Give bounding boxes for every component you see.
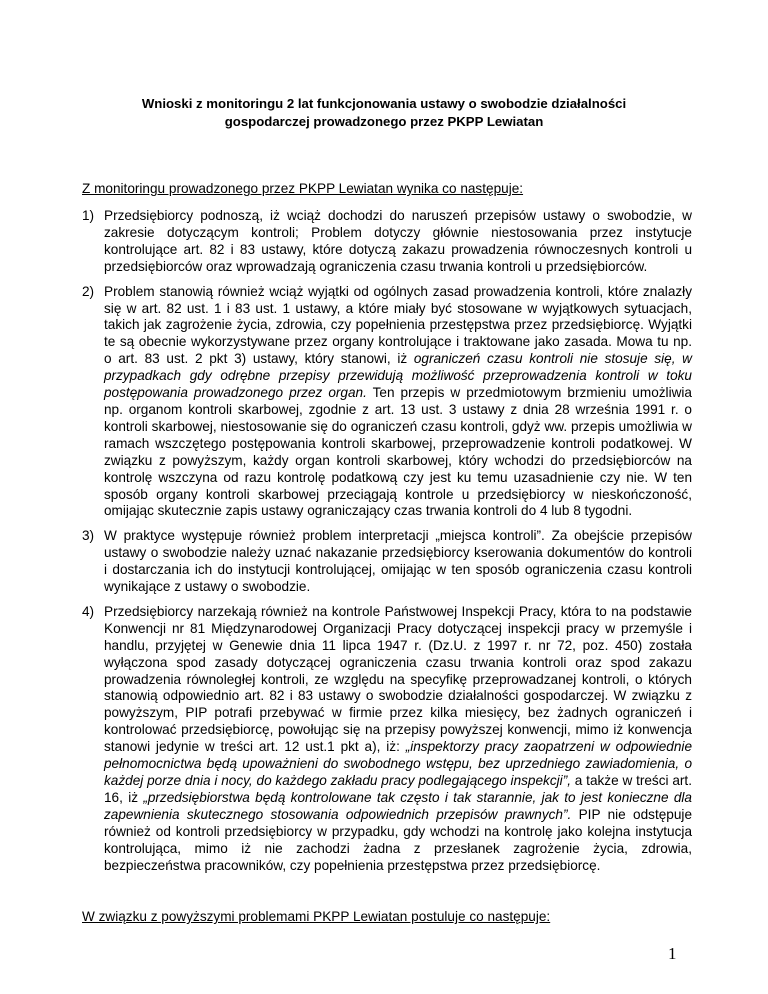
item-text-italic: „inspektorzy pracy zaopatrzeni w odpowiednie pełnomocnictwa będą upoważnieni do swobodnego wstępu, bez uprzedniego zawiadomienia, o każdej porze dnia i nocy, do każdego zakładu pracy podlegającego inspekcji”, [104, 739, 692, 788]
list-item-4 [82, 604, 692, 875]
item-number: 4) [82, 603, 95, 619]
item-number: 3) [82, 528, 95, 544]
list-item-1 [82, 208, 692, 276]
intro-heading: Z monitoringu prowadzonego przez PKPP Lewiatan wynika co następuje: [82, 181, 524, 196]
title-line-2: gospodarczej prowadzonego przez PKPP Lewiatan [224, 114, 544, 129]
list-item-3 [82, 528, 692, 596]
list-item-2 [82, 284, 692, 521]
page-number: 1 [668, 944, 677, 963]
postulates-heading: W związku z powyższymi problemami PKPP Lewiatan postuluje co następuje: [82, 909, 551, 924]
item-number: 2) [82, 283, 95, 299]
item-text: Przedsiębiorcy podnoszą, iż wciąż dochodzi do naruszeń przepisów ustawy o swobodzie, w zakresie dotyczącym kontroli; Problem dotyczy głównie niestosowania przez instytucje kontrolujące art. 82 i 83 ustawy, które dotyczą zakazu prowadzenia równoczesnych kontroli u przedsiębiorców oraz wprowadzają ograniczenia czasu trwania kontroli u przedsiębiorców. [104, 208, 692, 274]
item-text: a także w treści art. 16, iż [104, 773, 692, 805]
item-text: Problem stanowią również wciąż wyjątki od ogólnych zasad prowadzenia kontroli, które znalazły się w art. 82 ust. 1 i 83 ust. 1 ustawy, a które miały być stosowane w wyjątkowych sytuacjach, takich jak zagrożenie życia, zdrowia, czy popełnienia przestępstwa przez przedsiębiorcę. Wyjątki te są obecnie wykorzystywane przez organy kontrolujące i traktowane jako zasada. Mowa tu np. o art. 83 ust. 2 pkt 3) ustawy, który stanowi, iż [104, 283, 692, 367]
item-text-italic: ograniczeń czasu kontroli nie stosuje się, w przypadkach gdy odrębne przepisy przewidują możliwość przeprowadzenia kontroli w toku postępowania prowadzonego przez organ. [104, 351, 692, 401]
document-title [80, 95, 688, 131]
item-text: Przedsiębiorcy narzekają również na kontrole Państwowej Inspekcji Pracy, która to na podstawie Konwencji nr 81 Międzynarodowej Organizacji Pracy dotyczącej inspekcji pracy w przemyśle i handlu, przyjętej w Genewie dnia 11 lipca 1947 r. (Dz.U. z 1997 r. nr 72, poz. 450) została wyłączona spod zasady dotyczącej ograniczenia czasu trwania kontroli oraz spod zakazu prowadzenia równoległej kontroli, ze względu na specyfikę przeprowadzanej kontroli, o których stanowią odpowiednio art. 82 i 83 ustawy o swobodzie działalności gospodarczej. W związku z powyższym, PIP potrafi przebywać w firmie przez kilka miesięcy, bez żadnych ograniczeń i kontrolować przedsiębiorcę, powołując się na przepisy powyższej konwencji, mimo iż konwencja stanowi jedynie w treści art. 12 ust.1 pkt a), iż: [104, 603, 692, 755]
item-text-italic: „przedsiębiorstwa będą kontrolowane tak często i tak starannie, jak to jest konieczne dla zapewnienia skutecznego stosowania odpowiednich przepisów prawnych”. [104, 789, 692, 822]
item-text: PIP nie odstępuje również od kontroli przedsiębiorcy w przypadku, gdy wchodzi na kontrolę jako kolejna instytucja kontrolująca, mimo iż nie zachodzi żadna z przesłanek zagrożenie życia, zdrowia, bezpieczeństwa pracowników, czy popełnienia przestępstwa przez przedsiębiorcę. [104, 806, 692, 873]
title-line-1: Wnioski z monitoringu 2 lat funkcjonowania ustawy o swobodzie działalności [141, 96, 627, 111]
item-text: Ten przepis w przedmiotowym brzmieniu umożliwia np. organom kontroli skarbowej, zgodnie z art. 13 ust. 3 ustawy z dnia 28 września 1991 r. o kontroli skarbowej, niestosowanie się do ograniczeń czasu kontroli, gdyż ww. przepis umożliwia w ramach wszczętego postępowania kontroli skarbowej, przeprowadzenie kontroli podatkowej. W związku z powyższym, każdy organ kontroli skarbowej, który wchodzi do przedsiębiorców na kontrolę wszczyna od razu kontrolę podatkową czy jest ku temu uzasadnienie czy nie. W ten sposób organy kontroli skarbowej przeciągają kontrole u przedsiębiorcy w nieskończoność, omijając skutecznie zapis ustawy ograniczający czas trwania kontroli do 4 lub 8 tygodni. [104, 385, 692, 519]
item-number: 1) [82, 208, 95, 223]
findings-list [82, 208, 692, 882]
item-text: W praktyce występuje również problem interpretacji „miejsca kontroli”. Za obejście przepisów ustawy o swobodzie należy uznać nakazanie przedsiębiorcy kserowania dokumentów do kontroli i dostarczania ich do instytucji kontrolującej, omijając w ten sposób ograniczenia czasu kontroli wynikające z ustawy o swobodzie. [104, 528, 692, 595]
